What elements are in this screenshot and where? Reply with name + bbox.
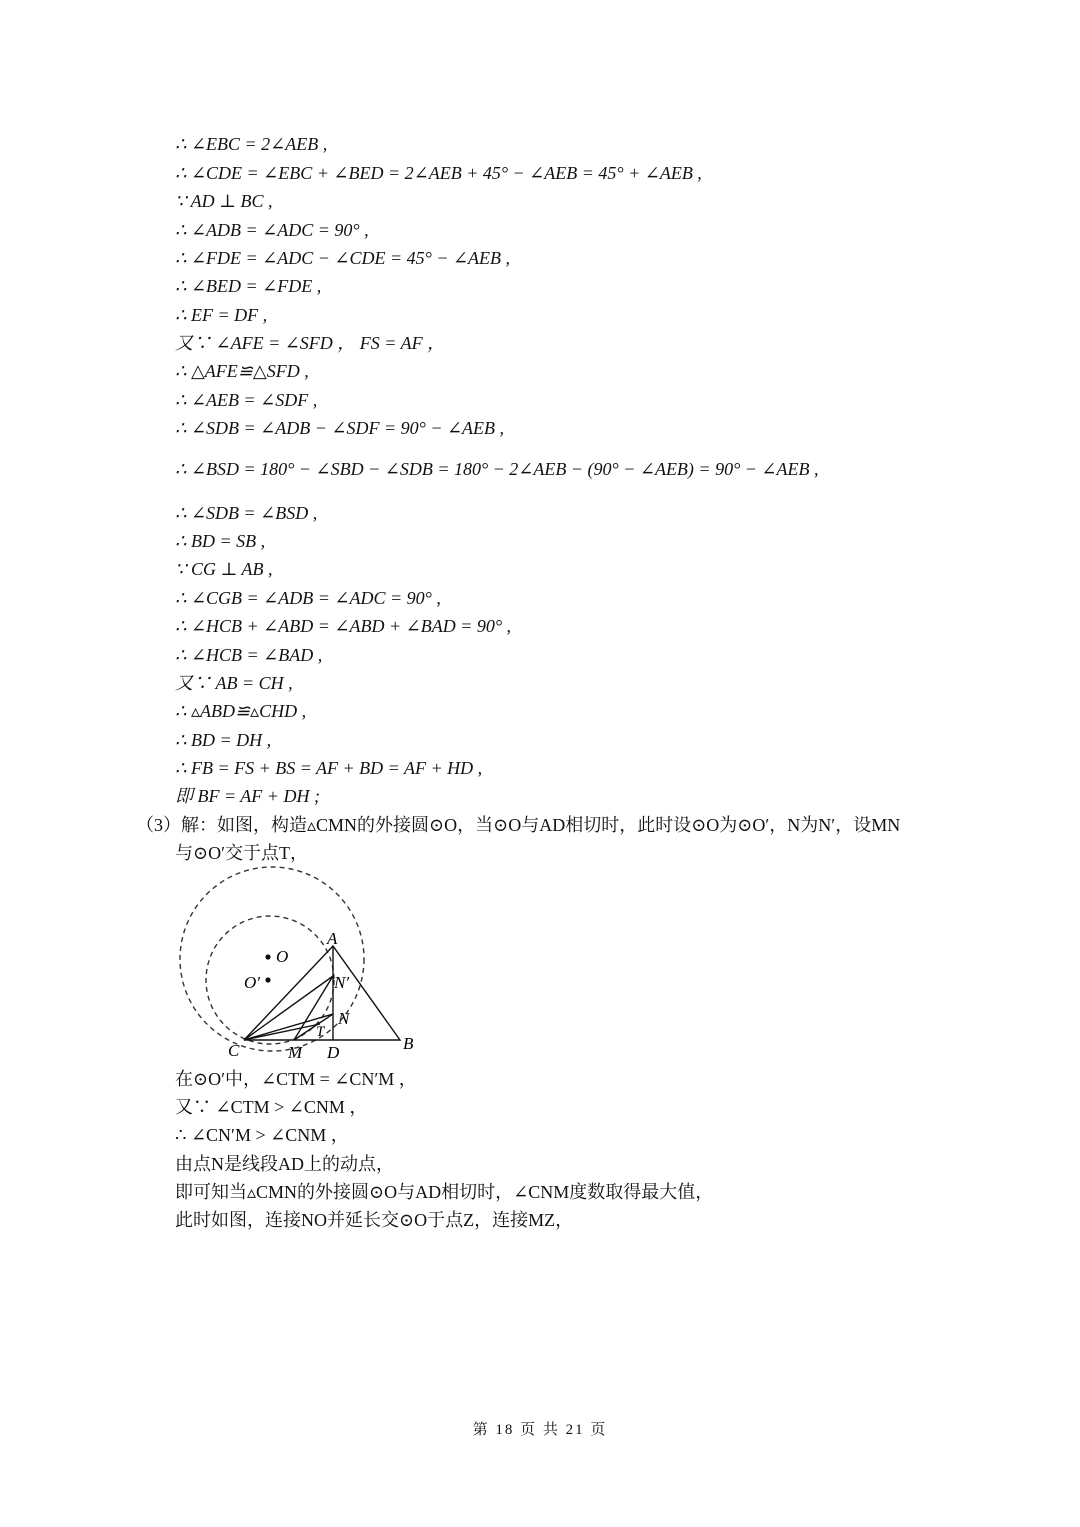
proof-line-5: ∴ ∠FDE = ∠ADC − ∠CDE = 45° − ∠AEB , (175, 248, 511, 268)
label-o-prime: O′ (244, 973, 260, 992)
proof-line-7: ∴ EF = DF , (175, 305, 268, 325)
page-footer: 第 18 页 共 21 页 (472, 1422, 608, 1438)
proof-line-4: ∴ ∠ADB = ∠ADC = 90° , (175, 220, 369, 240)
label-m: M (288, 1043, 303, 1062)
label-a: A (327, 929, 338, 948)
proof-line-8: 又∵ ∠AFE = ∠SFD ， FS = AF ， (175, 333, 446, 353)
proof-line-14: ∴ BD = SB , (175, 531, 266, 551)
label-t: T (316, 1024, 325, 1040)
proof-line-1: ∴ ∠EBC = 2∠AEB , (175, 134, 328, 154)
proof-line-3: ∵ AD ⊥ BC , (175, 191, 273, 211)
proof-line-6: ∴ ∠BED = ∠FDE , (175, 276, 322, 296)
proof-line-16: ∴ ∠CGB = ∠ADB = ∠ADC = 90° , (175, 588, 441, 608)
label-c: C (228, 1041, 240, 1060)
part3-line-2: 与⊙O′交于点T， (175, 843, 309, 863)
proof-line-12: ∴ ∠BSD = 180° − ∠SBD − ∠SDB = 180° − 2∠AEB − (90° − ∠AEB) = 90° − ∠AEB , (175, 459, 819, 479)
proof-line-2: ∴ ∠CDE = ∠EBC + ∠BED = 2∠AEB + 45° − ∠AEB = 45° + ∠AEB , (175, 163, 702, 183)
proof-line-17: ∴ ∠HCB + ∠ABD = ∠ABD + ∠BAD = 90° , (175, 616, 512, 636)
after-line-4: 由点N是线段AD上的动点， (175, 1154, 394, 1174)
proof-line-18: ∴ ∠HCB = ∠BAD , (175, 645, 323, 665)
part3-line-1: （3）解：如图，构造▵CMN的外接圆⊙O，当⊙O与AD相切时，此时设⊙O为⊙O′，N为N′，设MN (136, 815, 901, 835)
proof-line-20: ∴ ▵ABD≌▵CHD , (175, 701, 307, 721)
proof-line-23: 即 BF = AF + DH ; (175, 786, 320, 806)
proof-line-22: ∴ FB = FS + BS = AF + BD = AF + HD , (175, 758, 483, 778)
proof-line-10: ∴ ∠AEB = ∠SDF , (175, 390, 318, 410)
proof-line-15: ∵ CG ⊥ AB , (175, 559, 273, 579)
point-o (265, 954, 270, 959)
label-b: B (403, 1034, 414, 1053)
point-o-prime (265, 977, 270, 982)
proof-line-13: ∴ ∠SDB = ∠BSD , (175, 503, 318, 523)
geometry-figure (170, 862, 430, 1062)
after-line-3: ∴ ∠CN′M > ∠CNM ， (175, 1125, 349, 1145)
proof-line-9: ∴ △AFE≌△SFD , (175, 361, 309, 381)
proof-line-19: 又∵ AB = CH , (175, 673, 293, 693)
proof-line-11: ∴ ∠SDB = ∠ADB − ∠SDF = 90° − ∠AEB , (175, 418, 505, 438)
after-line-6: 此时如图，连接NO并延长交⊙O于点Z，连接MZ， (175, 1210, 574, 1230)
label-d: D (327, 1043, 340, 1062)
segment-mn (294, 1014, 333, 1040)
after-line-5: 即可知当▵CMN的外接圆⊙O与AD相切时，∠CNM度数取得最大值， (175, 1182, 714, 1202)
label-n: N (338, 1009, 350, 1028)
proof-line-21: ∴ BD = DH , (175, 730, 272, 750)
circle-o (180, 867, 364, 1051)
after-line-2: 又∵ ∠CTM > ∠CNM ， (175, 1097, 368, 1117)
label-o: O (276, 947, 289, 966)
label-n-prime: N′ (334, 973, 350, 992)
after-line-1: 在⊙O′中，∠CTM = ∠CN′M ， (175, 1069, 417, 1089)
